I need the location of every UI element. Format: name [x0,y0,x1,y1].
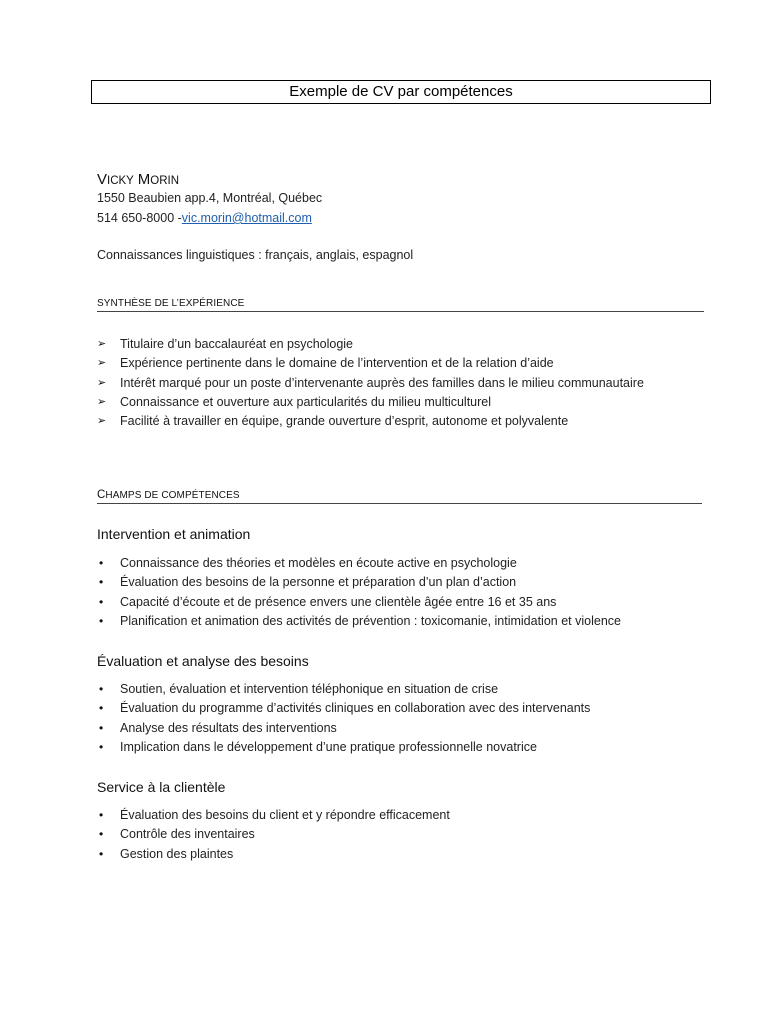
list-item: ➢ Titulaire d’un baccalauréat en psychologie [97,335,644,354]
bullet-icon: • [99,701,104,716]
list-item: • Gestion des plaintes [97,845,450,864]
bullet-icon: • [99,682,104,696]
contact-line [97,211,312,225]
list-item: • Analyse des résultats des interventions [97,719,590,738]
heading-initial: C [97,489,106,501]
email-link[interactable]: vic.morin@hotmail.com [181,211,312,225]
list-item: • Soutien, évaluation et intervention téléphonique en situation de crise [97,680,590,699]
list-item: ➢ Facilité à travailler en équipe, grande ouverture d’esprit, autonome et polyvalente [97,412,644,431]
arrow-bullet-icon: ➢ [97,357,107,370]
list-item: • Évaluation des besoins du client et y répondre efficacement [97,806,450,825]
list-item: • Planification et animation des activités de prévention : toxicomanie, intimidation et violence [97,612,621,631]
arrow-bullet-icon: ➢ [97,415,107,428]
group-title-evaluation: Évaluation et analyse des besoins [97,653,309,669]
bullet-icon: • [99,846,104,861]
group-list-intervention [97,554,621,631]
list-item: ➢ Expérience pertinente dans le domaine de l’intervention et de la relation d’aide [97,354,644,373]
bullet-icon: • [99,827,104,842]
arrow-bullet-icon: ➢ [97,376,107,389]
bullet-icon: • [99,613,104,628]
languages: Connaissances linguistiques : français, anglais, espagnol [97,248,414,262]
heading-rest: HAMPS DE COMPÉTENCES [105,490,240,501]
document-title: Exemple de CV par compétences [91,80,711,104]
list-item: • Contrôle des inventaires [97,825,450,844]
bullet-icon: • [99,808,104,822]
group-list-evaluation [97,680,590,757]
candidate-name [97,171,179,188]
list-item: ➢ Intérêt marqué pour un poste d’intervenante auprès des familles dans le milieu communautaire [97,374,644,393]
section-heading-competences [97,489,702,504]
arrow-bullet-icon: ➢ [97,338,107,350]
list-item: • Connaissance des théories et modèles en écoute active en psychologie [97,554,621,573]
bullet-icon: • [99,556,104,570]
list-item: • Capacité d’écoute et de présence envers une clientèle âgée entre 16 et 35 ans [97,593,621,612]
section-heading-synthese: SYNTHÈSE DE L’EXPÉRIENCE [97,298,704,312]
bullet-icon: • [99,575,104,590]
group-list-service [97,806,450,864]
arrow-bullet-icon: ➢ [97,395,107,408]
list-item: • Implication dans le développement d’une pratique professionnelle novatrice [97,738,590,757]
synthese-list [97,335,644,431]
list-item: ➢ Connaissance et ouverture aux particularités du milieu multiculturel [97,393,644,412]
name-first-initial: V [97,171,108,188]
bullet-icon: • [99,594,104,609]
address: 1550 Beaubien app.4, Montréal, Québec [97,191,323,205]
phone: 514 650-8000 - [97,211,182,225]
group-title-service: Service à la clientèle [97,779,226,795]
name-last-initial: M [137,171,151,188]
bullet-icon: • [99,739,104,754]
list-item: • Évaluation du programme d’activités cliniques en collaboration avec des intervenants [97,699,590,718]
name-last-rest: ORIN [150,175,179,187]
group-title-intervention: Intervention et animation [97,526,251,542]
name-first-rest: ICKY [107,175,134,187]
bullet-icon: • [99,720,104,735]
list-item: • Évaluation des besoins de la personne et préparation d’un plan d’action [97,573,621,592]
